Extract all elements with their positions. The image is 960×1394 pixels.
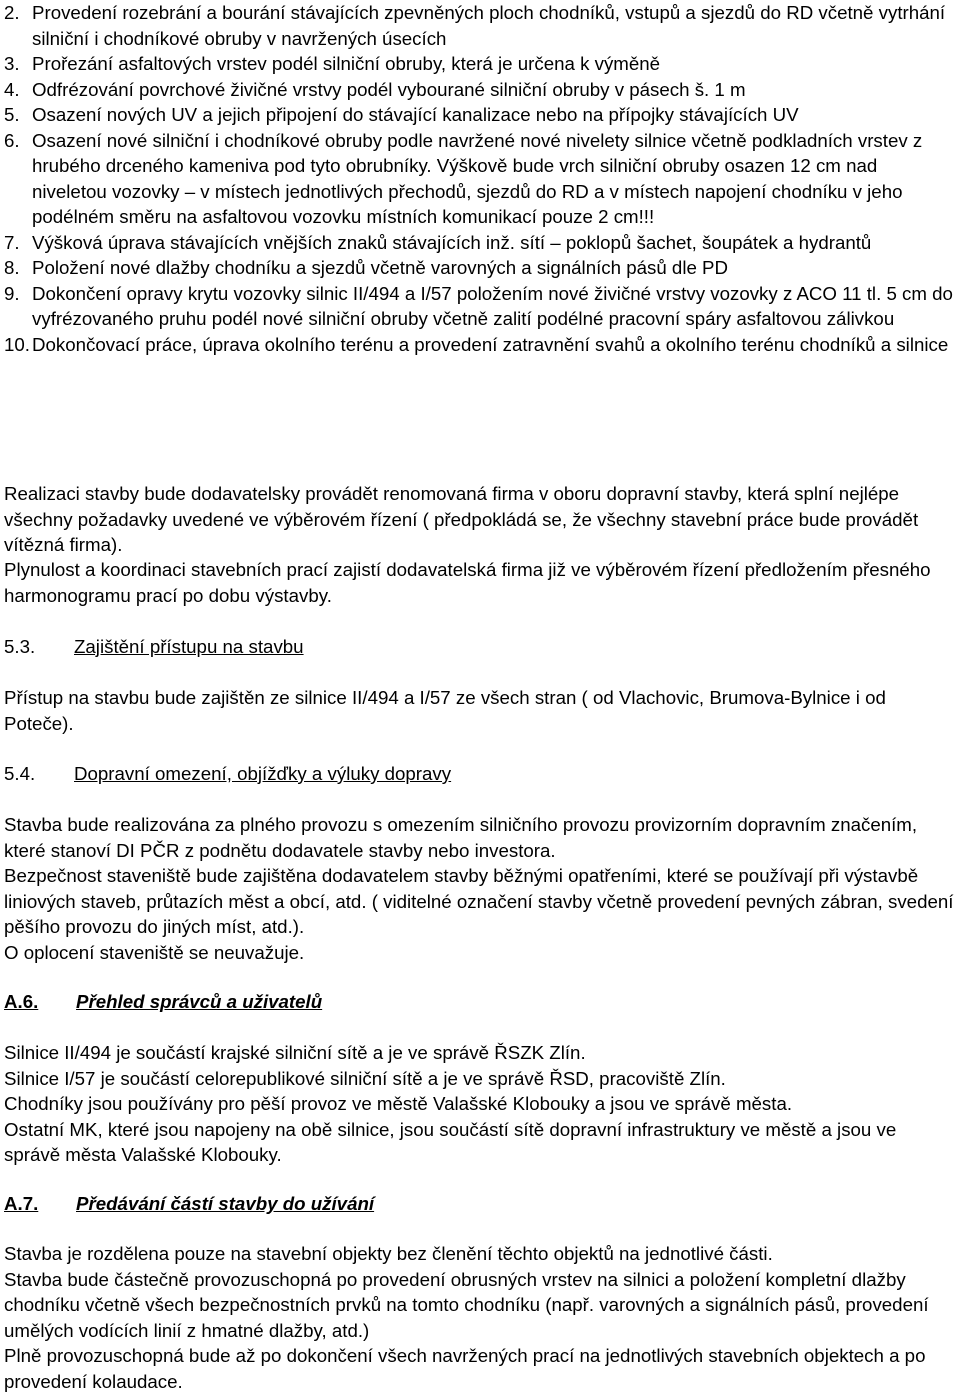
list-item-text: Výšková úprava stávajících vnějších znaků stávajících inž. sítí – poklopů šachet, šoupátek a hydrantů (32, 231, 872, 253)
list-item-text: Osazení nové silniční i chodníkové obruby podle navržené nové nivelety silnice včetně podkladních vrstev z hrubého drceného kameniva pod tyto obrubníky. Výškově bude vrch silniční obruby osazen 12 cm nad niveletou vozovky – v místech jednotlivých přechodů, sjezdů do RD a v místech napojení chodníku v jeho podélném směru na asfaltovou vozovku místních komunikací pouze 2 cm!!! (32, 129, 923, 227)
list-item (4, 102, 954, 128)
list-item-text: Prořezání asfaltových vrstev podél silniční obruby, která je určena k výměně (32, 53, 661, 74)
section-title: Předávání částí stavby do užívání (76, 1193, 375, 1214)
paragraph-line: Stavba bude částečně provozuschopná po provedení obrusných vrstev na silnici a položení kompletní dlažby chodníku včetně všech bezpečnostních prvků na tomto chodníku (např. varovných a signálních pásů, provedení umělých vodících linií z hmatné dlažby, atd.) (4, 1268, 929, 1341)
list-item (4, 332, 954, 358)
paragraph-line: Ostatní MK, které jsou napojeny na obě silnice, jsou součástí sítě dopravní infrastruktury ve městě a jsou ve správě města Valašské Klobouky. (4, 1118, 897, 1165)
paragraph-predavani (4, 1241, 954, 1394)
list-item-text: Dokončovací práce, úprava okolního terénu a provedení zatravnění svahů a okolního terénu chodníků a silnice (32, 333, 949, 355)
list-item (4, 51, 954, 77)
section-number: A.7. (4, 1193, 39, 1214)
list-item (4, 281, 954, 332)
list-item-text: Dokončení opravy krytu vozovky silnic II/494 a I/57 položením nové živičné vrstvy vozovky z ACO 11 tl. 5 cm do vyfrézovaného pruhu podél nové silniční obruby včetně zalití podélné pracovní spáry asfaltovou zálivkou (32, 282, 953, 329)
list-item (4, 230, 954, 256)
list-item-text: Provedení rozebrání a bourání stávajících zpevněných ploch chodníků, vstupů a sjezdů do RD včetně vytrhání silniční i chodníkové obruby v navržených úsecích (32, 2, 946, 49)
list-item-number: 5. (4, 104, 20, 125)
section-number: 5.3. (4, 636, 36, 657)
paragraph-line: Plně provozuschopná bude až po dokončení všech navržených prací na jednotlivých stavebních objektech a po provedení kolaudace. (4, 1345, 926, 1392)
list-item (4, 255, 954, 281)
paragraph-line: O oplocení staveniště se neuvažuje. (4, 941, 305, 963)
paragraph-line: Silnice I/57 je součástí celorepublikové silniční sítě a je ve správě ŘSD, pracoviště Zlín. (4, 1067, 726, 1089)
list-item-number: 8. (4, 257, 20, 278)
paragraph-line: Stavba je rozdělena pouze na stavební objekty bez členění těchto objektů na jednotlivé části. (4, 1243, 773, 1264)
list-item-number: 2. (4, 2, 20, 23)
work-steps-list (4, 0, 954, 357)
paragraph-plynulost: Plynulost a koordinaci stavebních prací zajistí dodavatelská firma již ve výběrovém řízení předložením přesného harmonogramu prací po dobu výstavby. (4, 559, 931, 606)
paragraph-line: Bezpečnost staveniště bude zajištěna dodavatelem stavby běžnými opatřeními, které se používají při výstavbě liniových staveb, průtazích měst a obcí, atd. ( viditelné označení stavby včetně provedení pevných zábran, svedení pěšího provozu do jiných míst, atd.). (4, 865, 954, 937)
list-item-number: 6. (4, 129, 20, 151)
section-number: A.6. (4, 991, 39, 1012)
list-item (4, 77, 954, 103)
paragraph-line: Chodníky jsou používány pro pěší provoz ve městě Valašské Klobouky a jsou ve správě města. (4, 1093, 793, 1114)
paragraph-line: Silnice II/494 je součástí krajské silniční sítě a je ve správě ŘSZK Zlín. (4, 1042, 586, 1063)
section-heading-5-4 (4, 761, 960, 787)
section-heading-a-6 (4, 989, 960, 1015)
section-title: Přehled správců a uživatelů (76, 991, 323, 1012)
paragraph-pristup: Přístup na stavbu bude zajištěn ze silnice II/494 a I/57 ze všech stran ( od Vlachovic, Brumova-Bylnice i od Poteče). (4, 687, 886, 734)
list-item-number: 9. (4, 282, 20, 304)
section-heading-a-7 (4, 1191, 960, 1217)
list-item-text: Položení nové dlažby chodníku a sjezdů včetně varovných a signálních pásů dle PD (32, 257, 729, 278)
paragraph-spravci (4, 1040, 954, 1168)
section-title: Zajištění přístupu na stavbu (74, 636, 304, 657)
section-number: 5.4. (4, 763, 36, 784)
paragraph-realizace: Realizaci stavby bude dodavatelsky provádět renomovaná firma v oboru dopravní stavby, která splní nejlépe všechny požadavky uvedené ve výběrovém řízení ( předpokládá se, že všechny stavební práce bude provádět vítězná firma). (4, 483, 919, 555)
list-item-number: 7. (4, 231, 20, 253)
list-item-text: Odfrézování povrchové živičné vrstvy podél vybourané silniční obruby v pásech š. 1 m (32, 78, 746, 100)
list-item-number: 10. (4, 333, 30, 355)
section-title: Dopravní omezení, objížďky a výluky dopravy (74, 763, 452, 784)
list-item-number: 3. (4, 53, 20, 74)
list-item (4, 128, 954, 230)
list-item (4, 0, 954, 51)
paragraph-omezeni (4, 812, 954, 965)
section-heading-5-3 (4, 634, 960, 660)
list-item-number: 4. (4, 78, 20, 100)
paragraph-line: Stavba bude realizována za plného provozu s omezením silničního provozu provizorním dopravním značením, které stanoví DI PČR z podnětu dodavatele stavby nebo investora. (4, 814, 918, 861)
list-item-text: Osazení nových UV a jejich připojení do stávající kanalizace nebo na přípojky stávajících UV (32, 104, 799, 125)
